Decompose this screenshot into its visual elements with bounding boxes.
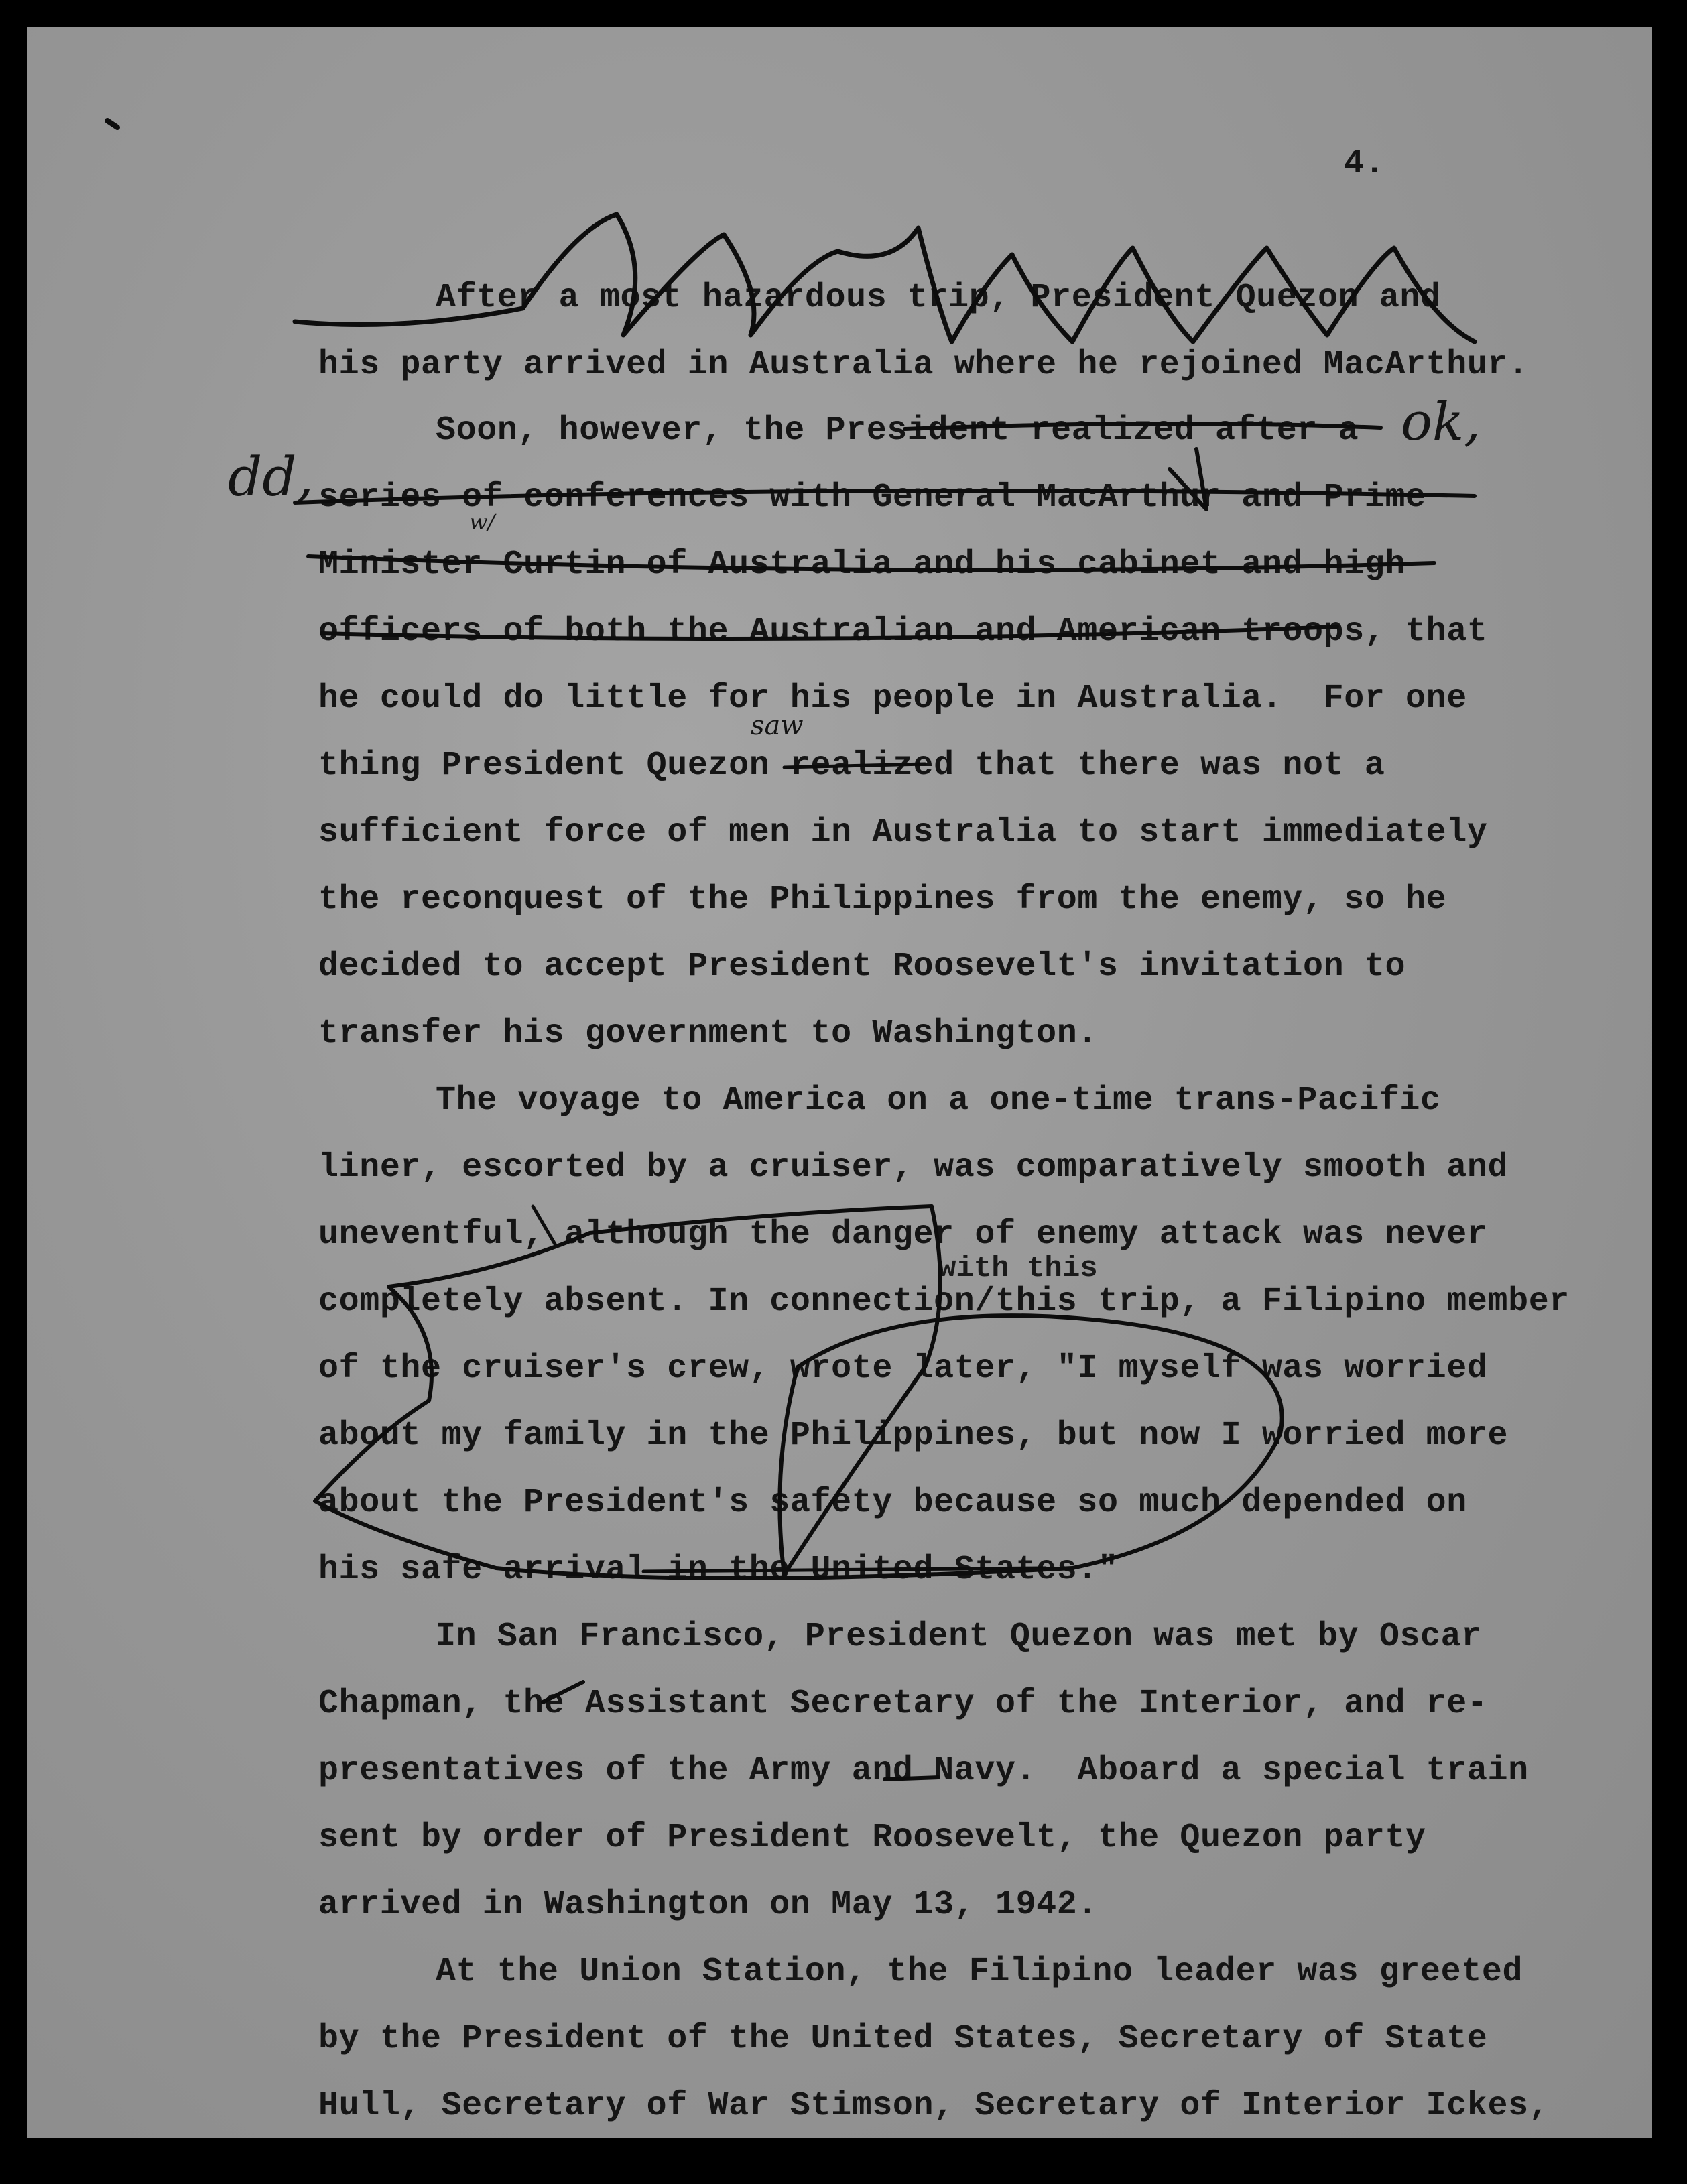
text-line: thing President Quezon realized that there was not a [318, 747, 1385, 785]
text-line: Soon, however, the President realized after a [436, 411, 1359, 450]
text-line: liner, escorted by a cruiser, was comparatively smooth and [318, 1149, 1509, 1187]
text-line: In San Francisco, President Quezon was met by Oscar [436, 1618, 1482, 1656]
text-line: decided to accept President Roosevelt's invitation to [318, 948, 1406, 986]
handwritten-insertion: w/ [469, 509, 495, 535]
text-line: by the President of the United States, Secretary of State [318, 2020, 1488, 2058]
text-line: The voyage to America on a one-time trans-Pacific [436, 1082, 1441, 1120]
text-line: After a most hazardous trip, President Quezon and [436, 279, 1441, 317]
handwritten-insertion: saw [751, 710, 804, 741]
page-number: 4. [1344, 145, 1385, 183]
text-line: he could do little for his people in Australia. For one [318, 680, 1467, 718]
text-line: uneventful, although the danger of enemy attack was never [318, 1216, 1488, 1254]
text-line: arrived in Washington on May 13, 1942. [318, 1886, 1098, 1924]
text-line: sent by order of President Roosevelt, the Quezon party [318, 1819, 1426, 1857]
stray-mark [107, 121, 117, 127]
text-line: Minister Curtin of Australia and his cabinet and high [318, 545, 1406, 584]
typed-insertion: with this [938, 1252, 1098, 1285]
text-line: Chapman, the Assistant Secretary of the Interior, and re- [318, 1685, 1488, 1723]
text-line: At the Union Station, the Filipino leader was greeted [436, 1953, 1523, 1991]
text-line: his safe arrival in the United States." [318, 1551, 1119, 1589]
text-line: presentatives of the Army and Navy. Aboard a special train [318, 1752, 1529, 1790]
text-line: about the President's safety because so much depended on [318, 1484, 1467, 1522]
text-line: completely absent. In connection/this trip, a Filipino member [318, 1283, 1570, 1321]
text-line: transfer his government to Washington. [318, 1015, 1098, 1053]
text-line: the reconquest of the Philippines from the enemy, so he [318, 881, 1447, 919]
text-line: officers of both the Australian and American troops, that [318, 613, 1488, 651]
text-line: about my family in the Philippines, but now I worried more [318, 1417, 1509, 1455]
text-line: of the cruiser's crew, wrote later, "I myself was worried [318, 1350, 1488, 1388]
text-line: series of conferences with General MacArthur and Prime [318, 478, 1426, 517]
document-page [27, 27, 1652, 2138]
text-line: sufficient force of men in Australia to start immediately [318, 814, 1488, 852]
text-line: his party arrived in Australia where he rejoined MacArthur. [318, 346, 1529, 384]
text-line: Hull, Secretary of War Stimson, Secretary of Interior Ickes, [318, 2087, 1550, 2125]
handwritten-margin-mark-left: dd, [228, 446, 314, 508]
handwritten-margin-mark-right: ok, [1401, 392, 1481, 452]
